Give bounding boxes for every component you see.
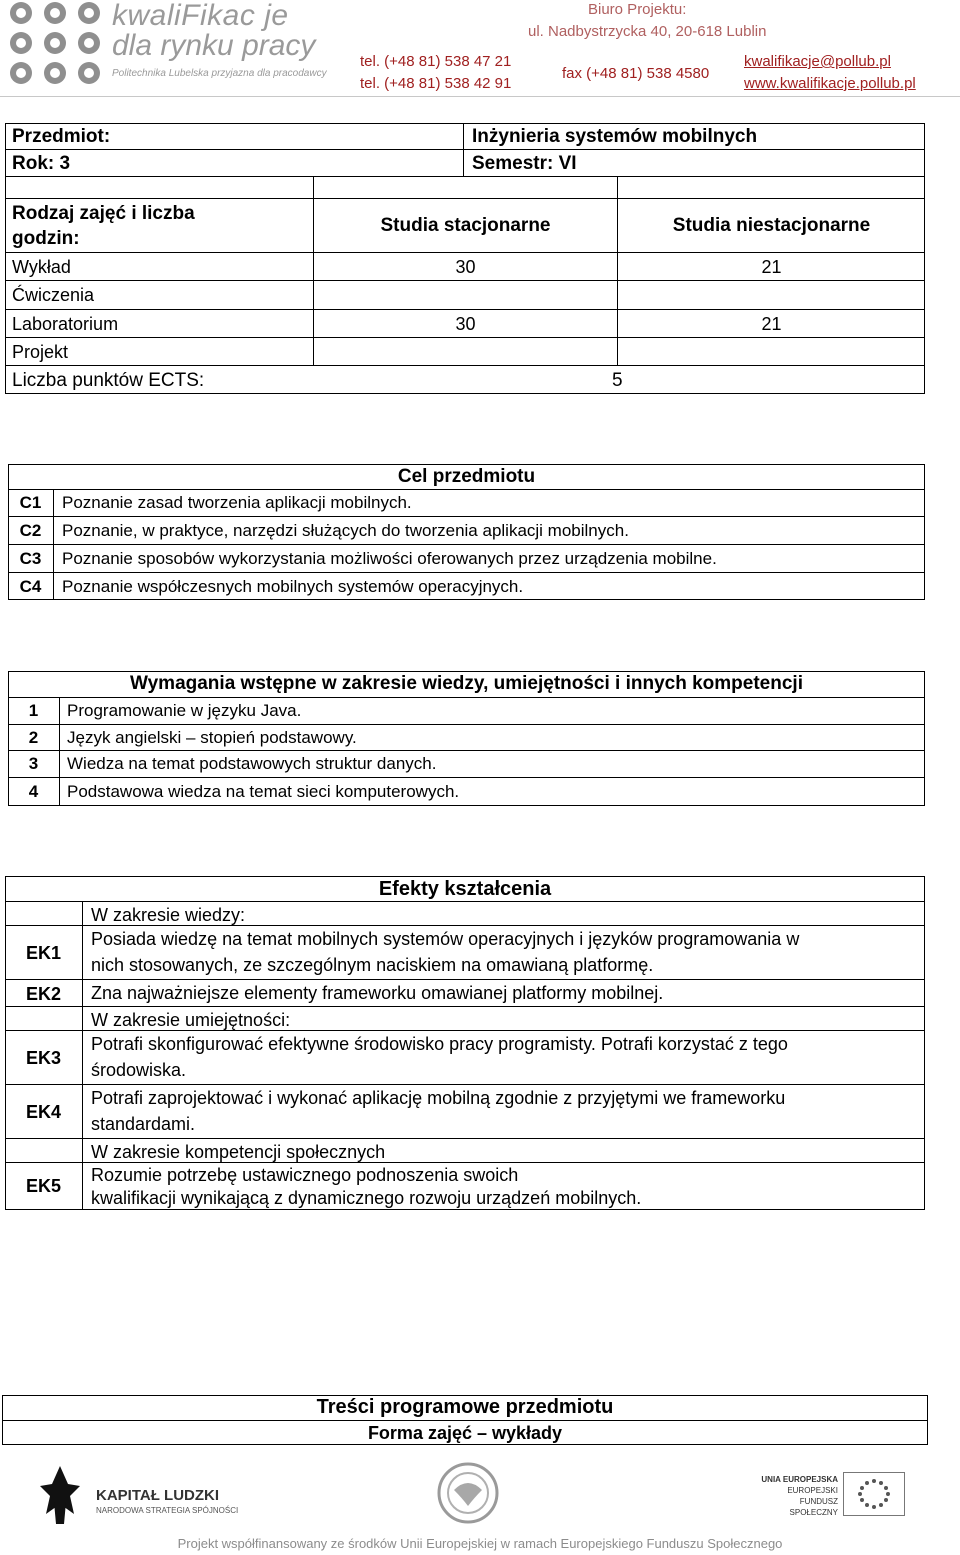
outcome-text: Zna najważniejsze elementy frameworku omawianej platformy mobilnej. <box>91 983 664 1003</box>
requirement-text: Programowanie w języku Java. <box>67 701 302 720</box>
logo-subtitle: Politechnika Lubelska przyjazna dla pracodawcy <box>112 68 327 79</box>
row-part: 21 <box>761 314 782 334</box>
outcome-code: EK4 <box>25 1102 61 1122</box>
section-skills: W zakresie umiejętności: <box>91 1010 291 1030</box>
section-competence: W zakresie kompetencji społecznych <box>91 1142 386 1162</box>
goal-text: Poznanie sposobów wykorzystania możliwości oferowanych przez urządzenia mobilne. <box>62 549 717 568</box>
goal-code: C1 <box>19 493 42 512</box>
kapital-ludzki-subtitle: NARODOWA STRATEGIA SPÓJNOŚCI <box>96 1506 239 1515</box>
fax: fax (+48 81) 538 4580 <box>562 65 710 82</box>
eu-logo-text <box>758 1474 838 1518</box>
kapital-ludzki-logo-icon <box>40 1466 80 1526</box>
row-part: 21 <box>761 257 782 277</box>
eu-line1: UNIA EUROPEJSKA <box>761 1475 838 1484</box>
hours-label: Rodzaj zajęć i liczba <box>12 203 195 224</box>
requirement-text: Język angielski – stopień podstawowy. <box>67 728 357 747</box>
col-full-time: Studia stacjonarne <box>380 215 551 236</box>
footer-note: Projekt współfinansowany ze środków Unii Europejskiej w ramach Europejskiego Funduszu Społecznego <box>177 1536 783 1551</box>
subject-value: Inżynieria systemów mobilnych <box>472 126 758 147</box>
outcome-text: Potrafi skonfigurować efektywne środowisko pracy programisty. Potrafi korzystać z tego <box>91 1034 788 1054</box>
semester-label: Semestr: VI <box>472 153 577 174</box>
outcome-text-line2: nich stosowanych, ze szczególnym naciskiem na omawianą platformę. <box>91 955 654 975</box>
outcome-text: Posiada wiedzę na temat mobilnych systemów operacyjnych i języków programowania w <box>91 929 800 949</box>
outcome-text-line2: środowiska. <box>91 1060 187 1080</box>
outcomes-title: Efekty kształcenia <box>378 878 552 900</box>
outcome-code: EK2 <box>25 984 61 1004</box>
col-part-time: Studia niestacjonarne <box>672 215 871 236</box>
eu-line2: EUROPEJSKI <box>787 1486 838 1495</box>
goal-code: C2 <box>19 521 42 540</box>
logo-title: kwaliFikac je <box>112 0 289 32</box>
row-full: 30 <box>455 257 476 277</box>
outcome-code: EK3 <box>25 1048 61 1068</box>
outcome-code: EK5 <box>25 1176 61 1196</box>
ects-label: Liczba punktów ECTS: <box>12 370 205 391</box>
row-full: 30 <box>455 314 476 334</box>
program-subtitle: Forma zajęć – wykłady <box>367 1423 563 1443</box>
requirement-text: Podstawowa wiedza na temat sieci komputerowych. <box>67 782 460 801</box>
office-address: ul. Nadbystrzycka 40, 20-618 Lublin <box>528 23 767 40</box>
kapital-ludzki-title: KAPITAŁ LUDZKI <box>96 1487 220 1504</box>
requirement-code: 1 <box>28 701 39 720</box>
logo-icon <box>10 2 102 88</box>
row-name: Projekt <box>12 342 69 362</box>
goal-text: Poznanie współczesnych mobilnych systemów operacyjnych. <box>62 577 524 596</box>
hours-label-line2: godzin: <box>12 228 80 249</box>
row-name: Laboratorium <box>12 314 119 334</box>
requirement-text: Wiedza na temat podstawowych struktur danych. <box>67 754 437 773</box>
goal-code: C3 <box>19 549 42 568</box>
requirement-code: 3 <box>28 754 39 773</box>
phone-2: tel. (+48 81) 538 42 91 <box>360 75 512 92</box>
requirements-title: Wymagania wstępne w zakresie wiedzy, umiejętności i innych kompetencji <box>130 673 803 694</box>
outcome-text-line2: kwalifikacji wynikającą z dynamicznego rozwoju urządzeń mobilnych. <box>91 1188 642 1208</box>
requirement-code: 2 <box>28 728 39 747</box>
logo-title-line2: dla rynku pracy <box>112 29 316 62</box>
outcome-text: Rozumie potrzebę ustawicznego podnoszenia swoich <box>91 1165 519 1185</box>
section-knowledge: W zakresie wiedzy: <box>91 905 246 925</box>
outcome-code: EK1 <box>25 943 61 963</box>
goals-title: Cel przedmiotu <box>397 466 536 487</box>
row-name: Ćwiczenia <box>12 285 95 305</box>
row-name: Wykład <box>12 257 71 277</box>
subject-label: Przedmiot: <box>12 126 111 147</box>
goal-text: Poznanie, w praktyce, narzędzi służących do tworzenia aplikacji mobilnych. <box>62 521 629 540</box>
requirement-code: 4 <box>28 782 39 801</box>
phone-1: tel. (+48 81) 538 47 21 <box>360 53 512 70</box>
eu-flag-icon <box>843 1472 905 1516</box>
year-label: Rok: 3 <box>12 153 71 174</box>
outcome-text-line2: standardami. <box>91 1114 196 1134</box>
university-seal-icon <box>430 1462 506 1524</box>
email-link[interactable]: kwalifikacje@pollub.pl <box>744 53 891 70</box>
goal-code: C4 <box>19 577 42 596</box>
office-label: Biuro Projektu: <box>588 1 687 18</box>
program-title: Treści programowe przedmiotu <box>316 1396 614 1418</box>
ects-value: 5 <box>612 370 623 391</box>
website-link[interactable]: www.kwalifikacje.pollub.pl <box>744 75 916 92</box>
outcome-text: Potrafi zaprojektować i wykonać aplikację mobilną zgodnie z przyjętymi we frameworku <box>91 1088 786 1108</box>
goal-text: Poznanie zasad tworzenia aplikacji mobilnych. <box>62 493 412 512</box>
eu-line3: FUNDUSZ SPOŁECZNY <box>789 1497 838 1517</box>
